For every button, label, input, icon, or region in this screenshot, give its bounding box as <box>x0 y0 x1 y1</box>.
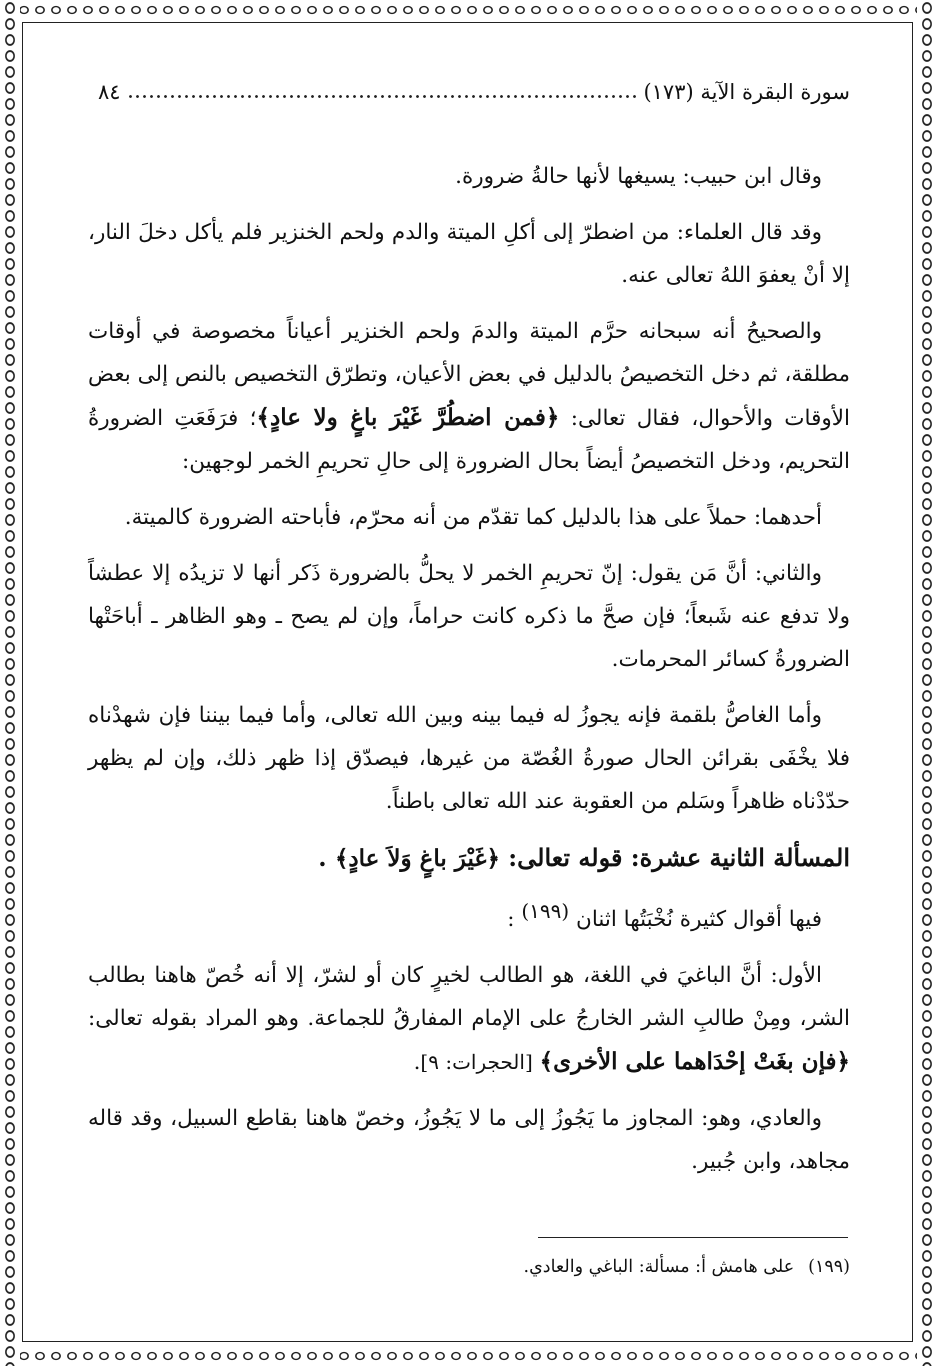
quran-verse-idturra: ﴿فمن اضطُرَّ غَيْرَ باغٍ ولا عادٍ﴾ <box>256 404 560 431</box>
footnote-number: (١٩٩) <box>808 1257 850 1277</box>
paragraph-first-saying <box>88 954 850 1084</box>
paragraph-sahih <box>88 310 850 483</box>
paragraph-sahih-text-a: والصحيحُ أنه سبحانه حرَّم الميتة والدمَ ولحم الخنزير أعياناً مخصوصة في أوقات مطلقة، ثم دخل التخصيصُ بالدليل في بعض الأعيان، وتطرّق التخصيص بالنص إلى بعض الأوقات والأحوال، فقال تعالى: <box>88 319 850 431</box>
decorative-border-top <box>0 0 937 20</box>
footnote-separator <box>538 1237 848 1238</box>
paragraph-first-saying-text: الأول: أنَّ الباغيَ في اللغة، هو الطالب لخيرٍ كان أو لشرّ، إلا أنه خُصّ هاهنا بطالب الشر، ومِنْ طالبِ الشر الخارجُ على الإمام المفارقُ للجماعة. وهو المراد بقوله تعالى: <box>88 963 850 1032</box>
section-heading <box>88 836 850 880</box>
paragraph-first-reason: أحدهما: حملاً على هذا بالدليل كما تقدّم من أنه محرّم، فأباحته الضرورة كالميتة. <box>124 505 822 530</box>
decorative-border-right <box>917 0 937 1366</box>
verse-reference: [الحجرات: ٩] <box>420 1050 533 1075</box>
page-body <box>88 155 850 1196</box>
paragraph-choking: وأما الغاصُّ بلقمة فإنه يجوزُ له فيما بينه وبين الله تعالى، وأما فيما بيننا فإن شهدْناه فلا يخْفَى بقرائن الحال صورةُ الغُصّة من غيرها، فيصدّق إذا ظهر ذلك، وإن لم يظهر حدّدْناه ظاهراً وسَلم من العقوبة عند الله تعالى باطناً. <box>88 703 850 814</box>
paragraph-sayings-colon: : <box>507 907 515 933</box>
footnote-marker[interactable]: (١٩٩) <box>521 899 570 923</box>
quran-verse-ghayra-bagh: ﴿غَيْرَ باغٍ وَلاَ عادٍ﴾ <box>334 845 500 872</box>
page-number: ٨٤ <box>98 80 121 104</box>
section-heading-text: المسألة الثانية عشرة: قوله تعالى: <box>508 843 850 872</box>
paragraph-sayings <box>88 890 850 941</box>
header-dot-leader <box>127 95 638 98</box>
book-page <box>60 60 850 1320</box>
running-header-title: سورة البقرة الآية (١٧٣) <box>643 80 850 104</box>
paragraph-adi: والعادي، وهو: المجاوز ما يَجُوزُ إلى ما لا يَجُوزُ، وخصّ هاهنا بقاطع السبيل، وقد قاله مجاهد، وابن جُبير. <box>88 1106 850 1175</box>
footnote <box>260 1252 850 1282</box>
decorative-border-left <box>0 0 20 1366</box>
running-header <box>88 72 850 112</box>
section-heading-end: . <box>318 843 327 872</box>
paragraph-second-reason: والثاني: أنَّ مَن يقول: إنّ تحريمِ الخمر لا يحلُّ بالضرورة ذَكر أنها لا تزيدُه إلا عطشاً ولا تدفع عنه شَبعاً؛ فإن صحَّ ما ذكره كانت حراماً، وإن لم يصح ـ وهو الظاهر ـ أباحَتْها الضرورةُ كسائر المحرمات. <box>88 561 850 672</box>
paragraph-ibn-habib: وقال ابن حبيب: يسيغها لأنها حالةُ ضرورة. <box>455 164 822 189</box>
quran-verse-baghat: ﴿فإن بغَتْ إحْدَاهما على الأخرى﴾ <box>539 1048 850 1076</box>
decorative-border-bottom <box>0 1346 937 1366</box>
paragraph-sahih-text-b: ؛ فرَفَعَتِ الضرورةُ التحريم، ودخل التخصيصُ أيضاً بحال الضرورة إلى حالِ تحريمِ الخمر لوجهين: <box>88 406 850 474</box>
footnote-text: على هامش أ: مسألة: الباغي والعادي. <box>523 1257 795 1277</box>
paragraph-sayings-text: فيها أقوال كثيرة نُخْبَتُها اثنان <box>576 907 822 933</box>
paragraph-ulama: وقد قال العلماء: من اضطرّ إلى أكلِ الميتة والدم ولحم الخنزير فلم يأكل دخلَ النار، إلا أنْ يعفوَ اللهُ تعالى عنه. <box>88 220 850 288</box>
paragraph-first-saying-end: . <box>413 1050 421 1076</box>
